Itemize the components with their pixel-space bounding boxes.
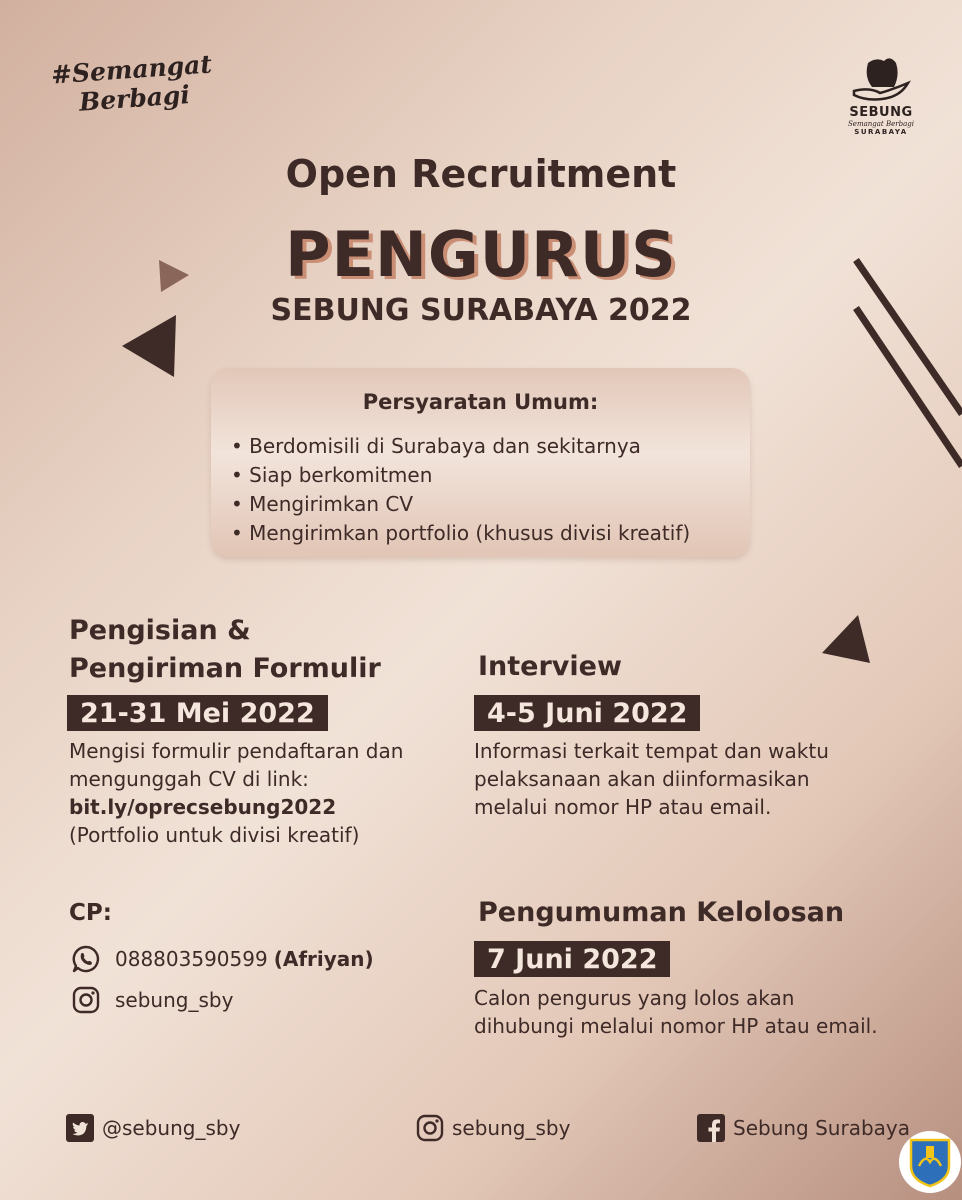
interview-description (474, 737, 829, 821)
requirement-item: • Mengirimkan CV (231, 490, 690, 519)
requirements-title: Persyaratan Umum: (362, 390, 599, 414)
footer-facebook-name: Sebung Surabaya (733, 1116, 910, 1140)
corner-badge (899, 1131, 961, 1193)
contact-phone-name: (Afriyan) (273, 947, 374, 971)
sebung-logo (846, 55, 916, 136)
announcement-heading: Pengumuman Kelolosan (478, 897, 845, 928)
triangle-right-shape (818, 613, 872, 665)
contact-phone-row[interactable] (71, 944, 374, 974)
form-desc-line3: (Portfolio untuk divisi kreatif) (69, 823, 360, 847)
title-pengurus: PENGURUS (285, 218, 677, 291)
tagline (50, 49, 215, 118)
footer-twitter[interactable] (66, 1114, 240, 1142)
logo-city: SURABAYA (854, 128, 908, 136)
facebook-icon (697, 1114, 725, 1142)
form-description (69, 737, 403, 849)
contact-instagram-row[interactable] (71, 985, 233, 1015)
form-heading-line1: Pengisian & (69, 615, 251, 646)
requirement-item: • Berdomisili di Surabaya dan sekitarnya (231, 432, 690, 461)
interview-desc-line2: pelaksanaan akan diinformasikan (474, 767, 810, 791)
interview-heading: Interview (478, 651, 622, 682)
contact-person-label: CP: (69, 900, 112, 926)
twitter-icon (66, 1114, 94, 1142)
requirement-item: • Mengirimkan portfolio (khusus divisi kreatif) (231, 519, 690, 548)
logo-subtitle: Semangat Berbagi (848, 120, 914, 128)
requirements-list (231, 432, 690, 548)
form-heading-line2: Pengiriman Formulir (69, 653, 381, 684)
sebung-hand-leaf-icon (850, 55, 912, 103)
form-desc-line1: Mengisi formulir pendaftaran dan (69, 739, 404, 763)
announcement-desc-line1: Calon pengurus yang lolos akan (474, 986, 795, 1010)
tagline-line1: #Semangat (50, 49, 213, 90)
logo-name: SEBUNG (849, 105, 913, 120)
title-open-recruitment: Open Recruitment (285, 152, 677, 196)
form-desc-line2: mengunggah CV di link: (69, 767, 309, 791)
contact-phone-number: 088803590599 (115, 947, 268, 971)
footer-twitter-handle: @sebung_sby (102, 1116, 241, 1140)
instagram-icon (416, 1114, 444, 1142)
footer-facebook[interactable] (697, 1114, 910, 1142)
whatsapp-icon (71, 944, 101, 974)
interview-desc-line1: Informasi terkait tempat dan waktu (474, 739, 829, 763)
announcement-description (474, 984, 878, 1040)
form-link[interactable]: bit.ly/oprecsebung2022 (69, 795, 337, 819)
city-emblem-icon (907, 1136, 953, 1188)
announcement-desc-line2: dihubungi melalui nomor HP atau email. (474, 1014, 878, 1038)
contact-instagram-handle: sebung_sby (115, 988, 234, 1012)
instagram-icon (71, 985, 101, 1015)
announcement-date-badge: 7 Juni 2022 (474, 941, 670, 977)
title-organization-year: SEBUNG SURABAYA 2022 (270, 293, 692, 328)
interview-date-badge: 4-5 Juni 2022 (474, 695, 700, 731)
form-date-badge: 21-31 Mei 2022 (67, 695, 328, 731)
footer-instagram-handle: sebung_sby (452, 1116, 571, 1140)
form-section-heading (69, 612, 381, 688)
requirement-item: • Siap berkomitmen (231, 461, 690, 490)
interview-desc-line3: melalui nomor HP atau email. (474, 795, 772, 819)
requirements-box (211, 368, 750, 557)
tagline-line2: Berbagi (78, 80, 191, 117)
footer-instagram[interactable] (416, 1114, 570, 1142)
